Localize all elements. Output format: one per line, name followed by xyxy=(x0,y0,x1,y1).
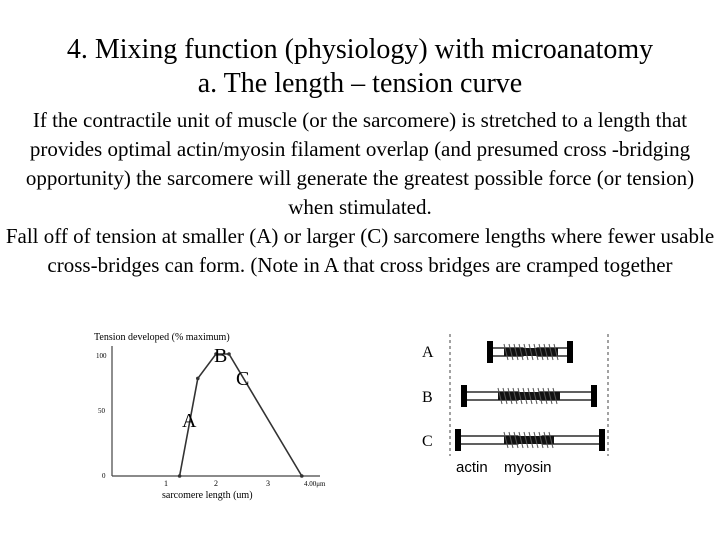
graph-y-axis-label: Tension developed (% maximum) xyxy=(94,332,230,343)
z-disc-left-c xyxy=(455,429,461,451)
graph-x-tick-4: 4.00μm xyxy=(304,480,326,488)
slide-title-line-2: a. The length – tension curve xyxy=(197,68,523,99)
graph-x-axis-label: sarcomere length (um) xyxy=(162,490,253,501)
graph-x-tick-3: 3 xyxy=(266,479,270,488)
actin-label: actin xyxy=(456,459,488,476)
tension-curve-point-4 xyxy=(300,474,304,478)
sarcomere-rows xyxy=(455,341,605,451)
point-label-a: A xyxy=(182,410,197,432)
slide-title-line-1: 4. Mixing function (physiology) with microanatomy xyxy=(66,34,654,65)
z-disc-right-c xyxy=(599,429,605,451)
graph-y-tick-0: 0 xyxy=(102,472,106,480)
body-paragraph-2: Fall off of tension at smaller (A) or larger (C) sarcomere lengths where fewer usable cross-bridges can form. (Note in A that cross bridges are cramped together xyxy=(5,224,715,277)
tension-curve-point-0 xyxy=(178,474,182,478)
myosin-label: myosin xyxy=(504,459,552,476)
diagram-row-label-b: B xyxy=(422,389,433,406)
point-label-b: B xyxy=(214,345,228,367)
z-disc-left-b xyxy=(461,385,467,407)
slide-body xyxy=(4,106,716,280)
diagram-row-label-a: A xyxy=(422,344,434,361)
z-disc-right-a xyxy=(567,341,573,363)
tension-curve-point-1 xyxy=(196,377,200,381)
graph-y-tick-100: 100 xyxy=(96,352,107,360)
body-paragraph-1: If the contractile unit of muscle (or the sarcomere) is stretched to a length that provides optimal actin/myosin filament overlap (and presumed cross -bridging opportunity) the sarcomere will generate the greatest possible force (or tension) when stimulated. xyxy=(25,108,695,219)
z-disc-left-a xyxy=(487,341,493,363)
graph-y-tick-50: 50 xyxy=(98,407,105,415)
tension-curve-point-3 xyxy=(227,352,231,356)
length-tension-graph xyxy=(88,326,328,502)
graph-x-tick-1: 1 xyxy=(164,479,168,488)
z-disc-right-b xyxy=(591,385,597,407)
point-label-c: C xyxy=(236,368,250,390)
graph-x-tick-2: 2 xyxy=(214,479,218,488)
diagram-row-label-c: C xyxy=(422,433,433,450)
sarcomere-diagram xyxy=(412,330,630,480)
